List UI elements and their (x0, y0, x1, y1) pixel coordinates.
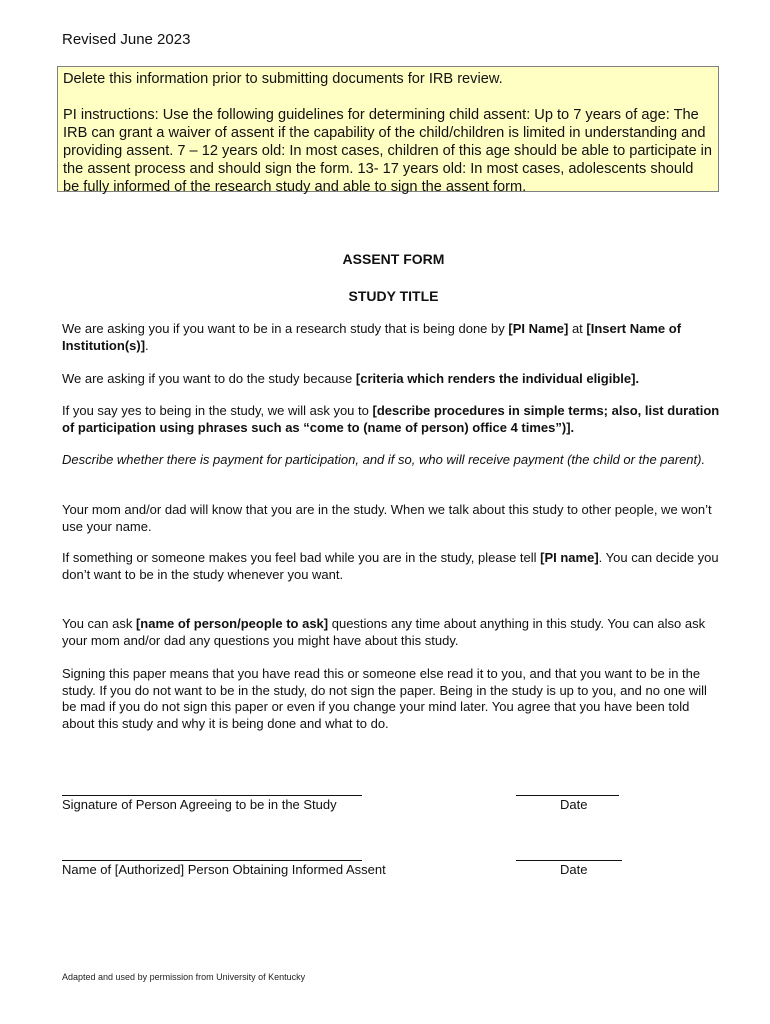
text: . (145, 337, 149, 353)
paragraph-privacy: Your mom and/or dad will know that you are in the study. When we talk about this study to other people, we won’t use your name. (62, 502, 712, 534)
paragraph-payment: Describe whether there is payment for participation, and if so, who will receive payment (the child or the parent). (62, 452, 706, 467)
spacer (63, 88, 713, 106)
date-label-participant: Date (560, 797, 588, 812)
date-line-obtainer (516, 860, 622, 861)
delete-note: Delete this information prior to submitting documents for IRB review. (63, 71, 503, 87)
paragraph-researcher (62, 321, 724, 354)
placeholder-institution: [Insert Name of Institution(s)] (62, 321, 682, 353)
signature-line-participant (62, 795, 362, 796)
text: We are asking you if you want to be in a research study that is being done by (62, 321, 509, 336)
paragraph-procedures (62, 403, 724, 436)
placeholder-pi-name: [PI name] (540, 550, 599, 565)
date-label-obtainer: Date (560, 862, 588, 877)
pi-instructions-text: PI instructions: Use the following guidelines for determining child assent: Up to 7 years of age: The IRB can grant a waiver of assent if the capability of the child/children is limited in understanding and providing assent. 7 – 12 years old: In most cases, children of this age should be able to participate in the assent process and should sign the form. 13- 17 years old: In most cases, adolescents should be fully informed of the research study and able to sign the assent form. (63, 107, 712, 195)
text: You can ask (62, 616, 136, 631)
signature-label-participant: Signature of Person Agreeing to be in the Study (62, 797, 337, 812)
placeholder-procedures: [describe procedures in simple terms; also, list duration of participation using phrases such as “come to (name of person) office 4 times”)]. (62, 403, 720, 435)
signature-label-obtainer: Name of [Authorized] Person Obtaining Informed Assent (62, 862, 386, 877)
text: at (568, 321, 587, 336)
placeholder-criteria: [criteria which renders the individual eligible]. (355, 371, 640, 386)
pi-instructions-box (57, 66, 719, 195)
text: questions any time about anything in this study. You can also ask your mom and/or dad any questions you might have about this study. (62, 616, 706, 648)
date-line-participant (516, 795, 619, 796)
revision-date: Revised June 2023 (62, 31, 191, 48)
text: If you say yes to being in the study, we will ask you to (62, 403, 373, 418)
placeholder-contact-person: [name of person/people to ask] (135, 616, 329, 631)
study-title: STUDY TITLE (348, 288, 439, 304)
form-title: ASSENT FORM (342, 251, 445, 267)
paragraph-questions (62, 616, 724, 649)
text: We are asking if you want to do the study because (62, 371, 356, 386)
text: If something or someone makes you feel bad while you are in the study, please tell (62, 550, 541, 565)
paragraph-signing: Signing this paper means that you have read this or someone else read it to you, and that you want to be in the study. If you do not want to be in the study, do not sign the paper. Being in the study is up to you, and no one will be mad if you do not sign this paper or even if you change your mind later. You agree that you have been told about this study and why it is being done and what to do. (62, 666, 707, 731)
text: . You can decide you don’t want to be in the study whenever you want. (62, 550, 719, 582)
footer-attribution: Adapted and used by permission from University of Kentucky (62, 972, 306, 982)
paragraph-eligibility (62, 371, 724, 388)
placeholder-pi-name: [PI Name] (508, 321, 569, 336)
paragraph-feel-bad (62, 550, 724, 583)
signature-line-obtainer (62, 860, 362, 861)
